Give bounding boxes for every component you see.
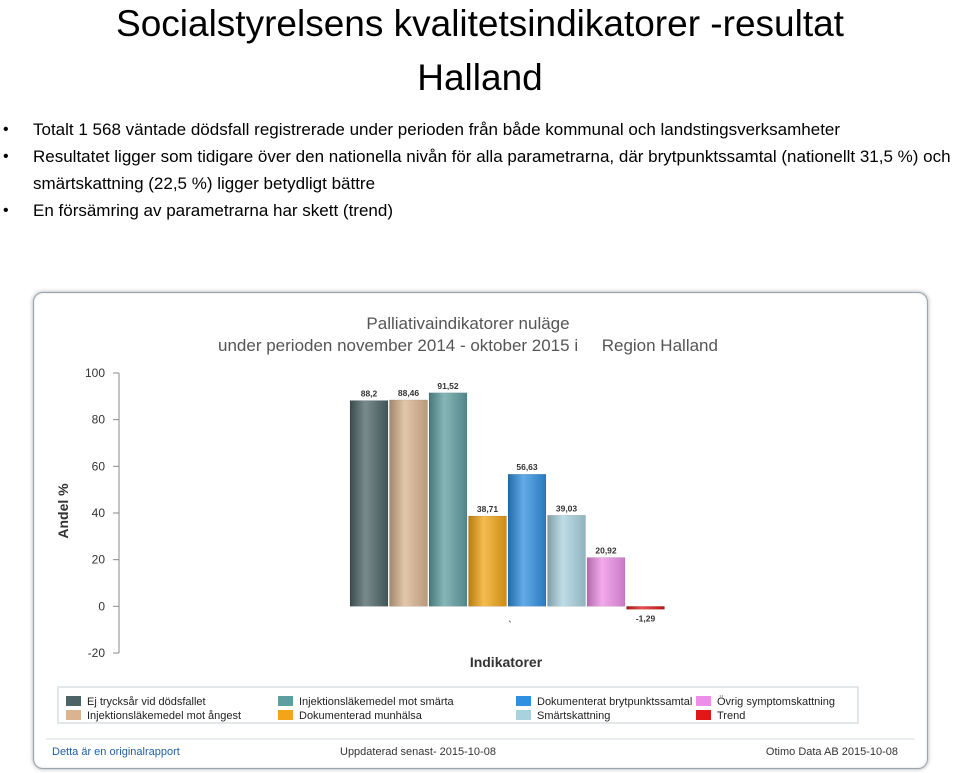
y-tick-label: 60 (91, 459, 105, 474)
bullet-text: Resultatet ligger som tidigare över den nationella nivån för alla parametrarna, där brytpunktssamtal (nationellt 31,5 %) och smärtskattning (22,5 %) ligger betydligt bättre (33, 147, 951, 193)
bar[interactable] (508, 474, 546, 606)
bullet-dot-icon: • (3, 202, 9, 219)
bar-value-label: 39,03 (555, 503, 578, 514)
bar-value-label: 88,2 (360, 388, 378, 399)
footer-vendor-text: Otimo Data AB 2015-10-08 (765, 746, 898, 758)
bar[interactable] (627, 606, 665, 609)
bullet-item (0, 197, 960, 224)
bar[interactable] (548, 515, 586, 606)
bullet-dot-icon: • (3, 121, 9, 138)
legend-swatch (278, 710, 293, 720)
footer-updated-text: Uppdaterad senast- 2015-10-08 (340, 746, 496, 758)
bar[interactable] (390, 400, 428, 606)
legend-label: Injektionsläkemedel mot ångest (87, 710, 242, 722)
bullet-dot-icon: • (3, 148, 9, 165)
bar[interactable] (469, 516, 507, 606)
legend-swatch (66, 710, 81, 720)
legend-label: Ej trycksår vid dödsfallet (87, 696, 206, 708)
bullet-text: En försämring av parametrarna har skett (trend) (33, 201, 393, 220)
bullet-item (0, 116, 960, 143)
bullet-text: Totalt 1 568 väntade dödsfall registrerade under perioden från både kommunal och landstingsverksamheter (33, 120, 841, 139)
legend-label: Dokumenterat brytpunktssamtal (537, 696, 693, 708)
legend-swatch (66, 696, 81, 706)
y-tick-label: 20 (91, 552, 105, 567)
legend-swatch (516, 710, 531, 720)
legend-swatch (278, 696, 293, 706)
chart-title: Palliativaindikatorer nuläge (366, 314, 570, 333)
bar-value-label: 38,71 (476, 504, 499, 515)
legend-label: Smärtskattning (537, 710, 611, 722)
y-tick-label: 100 (84, 366, 105, 380)
legend-label: Dokumenterad munhälsa (299, 710, 422, 722)
legend-label: Injektionsläkemedel mot smärta (299, 696, 454, 708)
legend-label: Övrig symptomskattning (717, 696, 835, 708)
footer-original-report-link[interactable]: Detta är en originalrapport (52, 746, 180, 758)
bullet-item (0, 143, 960, 197)
bar-chart (34, 293, 927, 768)
legend-swatch (696, 696, 711, 706)
y-axis-label: Andel % (55, 483, 71, 539)
legend-swatch (696, 710, 711, 720)
bar[interactable] (587, 558, 625, 607)
bar-value-label: 91,52 (437, 380, 459, 391)
legend-label: Trend (717, 710, 746, 722)
chart-subtitle: under perioden november 2014 - oktober 2015 i Region Halland (218, 336, 718, 355)
bar-value-label: -1,29 (635, 613, 656, 624)
slide-title (0, 0, 960, 102)
bar-value-label: 56,63 (516, 462, 538, 473)
bar[interactable] (429, 393, 467, 607)
bar-value-label: 20,92 (595, 545, 617, 556)
bar[interactable] (350, 401, 388, 607)
x-tick-mark: ` (508, 620, 512, 632)
bar-value-label: 88,46 (397, 387, 420, 398)
bullet-list (0, 116, 960, 224)
y-tick-label: -20 (87, 646, 105, 660)
x-axis-label: Indikatorer (469, 654, 543, 670)
y-tick-label: 80 (91, 412, 105, 427)
slide-title-line2: Halland (417, 57, 543, 98)
slide-title-line1: Socialstyrelsens kvalitetsindikatorer -resultat (116, 3, 844, 44)
chart-panel (33, 292, 928, 769)
y-tick-label: 0 (98, 599, 105, 614)
y-tick-label: 40 (91, 506, 105, 520)
legend-swatch (516, 696, 531, 706)
